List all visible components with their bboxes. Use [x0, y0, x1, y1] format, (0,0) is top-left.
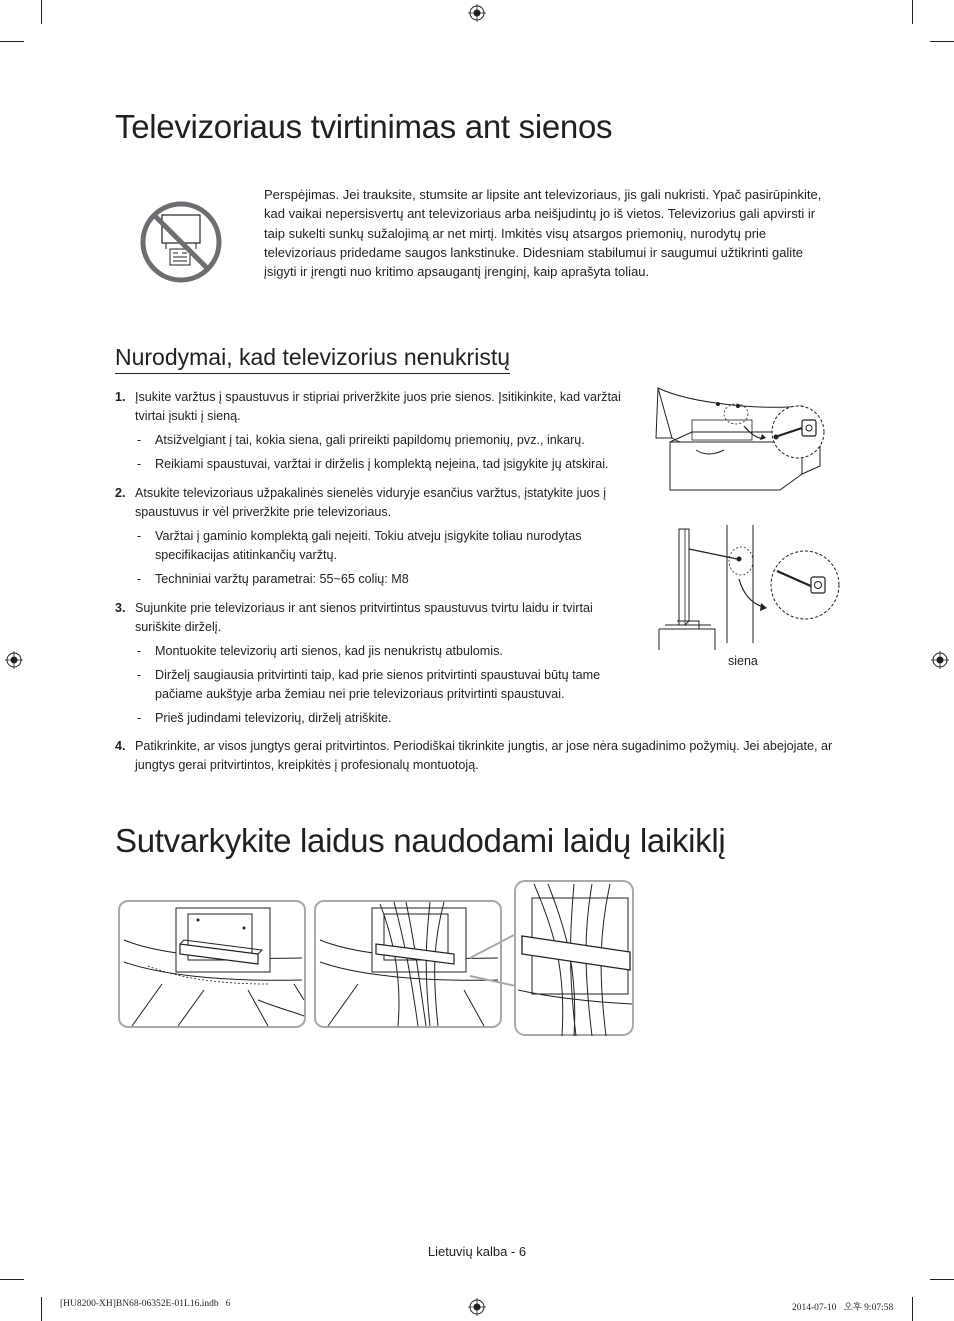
step-number: 4. — [115, 739, 126, 753]
dash-bullet: - — [137, 572, 142, 586]
registration-mark-icon — [931, 651, 949, 669]
no-climbing-warning-icon — [138, 199, 224, 285]
registration-mark-icon — [468, 4, 486, 22]
step-text: Sujunkite prie televizoriaus ir ant sienos pritvirtintus spaustuvus tvirtu laidu ir tvirtai suriškite dirželį. — [135, 601, 593, 635]
step-text: Patikrinkite, ar visos jungtys gerai pritvirtintos. Periodiškai tikrinkite jungtis, ar jose nėra sugadinimo požymių. Jei abejojate, ar jungtys gerai pritvirtintos, kreipkitės į profesionalų montuotoją. — [135, 739, 833, 773]
list-item — [137, 709, 607, 729]
page-number: Lietuvių kalba - 6 — [427, 1244, 527, 1259]
dash-bullet: - — [137, 668, 142, 682]
dash-bullet: - — [137, 457, 142, 471]
dash-bullet: - — [137, 644, 142, 658]
step-note: Montuokite televizorių arti sienos, kad jis nenukristų atbulomis. — [155, 644, 503, 658]
crop-mark — [41, 1297, 42, 1321]
dash-bullet: - — [137, 529, 142, 543]
tv-wall-strap-illustration — [655, 525, 845, 650]
dash-bullet: - — [137, 433, 142, 447]
step-note: Varžtai į gaminio komplektą gali neįeiti. Tokiu atveju įsigykite toliau nurodytas specifikacijas atitinkančių varžtų. — [155, 529, 582, 563]
step-number: 1. — [115, 390, 126, 404]
dash-bullet: - — [137, 711, 142, 725]
section-subtitle: Nurodymai, kad televizorius nenukristų — [115, 345, 510, 374]
list-item — [115, 388, 630, 428]
step-note: Reikiami spaustuvai, varžtai ir dirželis į komplektą neįeina, tad įsigykite jų atskirai. — [155, 457, 609, 471]
warning-text: Perspėjimas. Jei trauksite, stumsite ar lipsite ant televizoriaus, jis gali nukristi. Ypač pasirūpinkite, kad vaikai nepersisvertų ant televizoriaus arba neišjudintų jo iš vietos. Televizorius gali apvirsti ir taip sukelti sunkų sužalojimą ar net mirtį. Imkitės visų atsargos priemonių, nurodytų prie televizoriaus pridedame saugos lankstinuke. Didesniam stabilumui ir saugumui užtikrinti galite įsigyti ir įrengti nuo kritimo apsaugantį įrenginį, kaip aprašyta toliau. — [264, 187, 822, 280]
crop-mark — [41, 0, 42, 24]
registration-mark-icon — [5, 651, 23, 669]
list-item — [137, 455, 637, 475]
cable-holder-zoom-illustration — [514, 880, 636, 1038]
step-number: 2. — [115, 486, 126, 500]
list-item — [115, 599, 615, 639]
step-note: Dirželį saugiausia pritvirtinti taip, kad prie sienos pritvirtinti spaustuvai būtų tame pačiame aukštyje arba žemiau nei prie televizoriaus pritvirtinti spaustuvai. — [155, 668, 601, 702]
step-text: Įsukite varžtus į spaustuvus ir stipriai priveržkite juos prie sienos. Įsitikinkite, kad varžtai tvirtai įsukti į sieną. — [135, 390, 621, 424]
step-note: Techniniai varžtų parametrai: 55~65 colių: M8 — [155, 572, 409, 586]
list-item — [115, 484, 630, 524]
section-title: Sutvarkykite laidus naudodami laidų laikiklį — [115, 822, 726, 859]
list-item — [137, 527, 607, 567]
list-item — [137, 570, 607, 590]
page-title: Televizoriaus tvirtinimas ant sienos — [115, 108, 613, 145]
crop-mark — [0, 41, 24, 42]
list-item — [115, 737, 835, 777]
step-text: Atsukite televizoriaus užpakalinės sienelės viduryje esančius varžtus, įstatykite juos į spaustuvus ir vėl priveržkite prie televizoriaus. — [135, 486, 607, 520]
print-slug-datetime: 2014-07-10 오후 9:07:58 — [792, 1303, 894, 1313]
step-note: Atsižvelgiant į tai, kokia siena, gali prireikti papildomų priemonių, pvz., inkarų. — [155, 433, 585, 447]
crop-mark — [912, 0, 913, 24]
registration-mark-icon — [468, 1298, 486, 1316]
crop-mark — [930, 41, 954, 42]
cable-holder-step-1-illustration — [118, 900, 308, 1030]
crop-mark — [912, 1297, 913, 1321]
step-number: 3. — [115, 601, 126, 615]
list-item — [137, 666, 627, 706]
wall-label: siena — [728, 654, 758, 668]
list-item — [137, 642, 607, 662]
crop-mark — [0, 1279, 24, 1280]
crop-mark — [930, 1279, 954, 1280]
zoom-connector — [468, 930, 520, 990]
print-slug-file: [HU8200-XH]BN68-06352E-01L16.indb 6 — [60, 1299, 231, 1309]
tv-bracket-illustration — [652, 380, 832, 515]
step-note: Prieš judindami televizorių, dirželį atriškite. — [155, 711, 392, 725]
list-item — [137, 431, 617, 451]
